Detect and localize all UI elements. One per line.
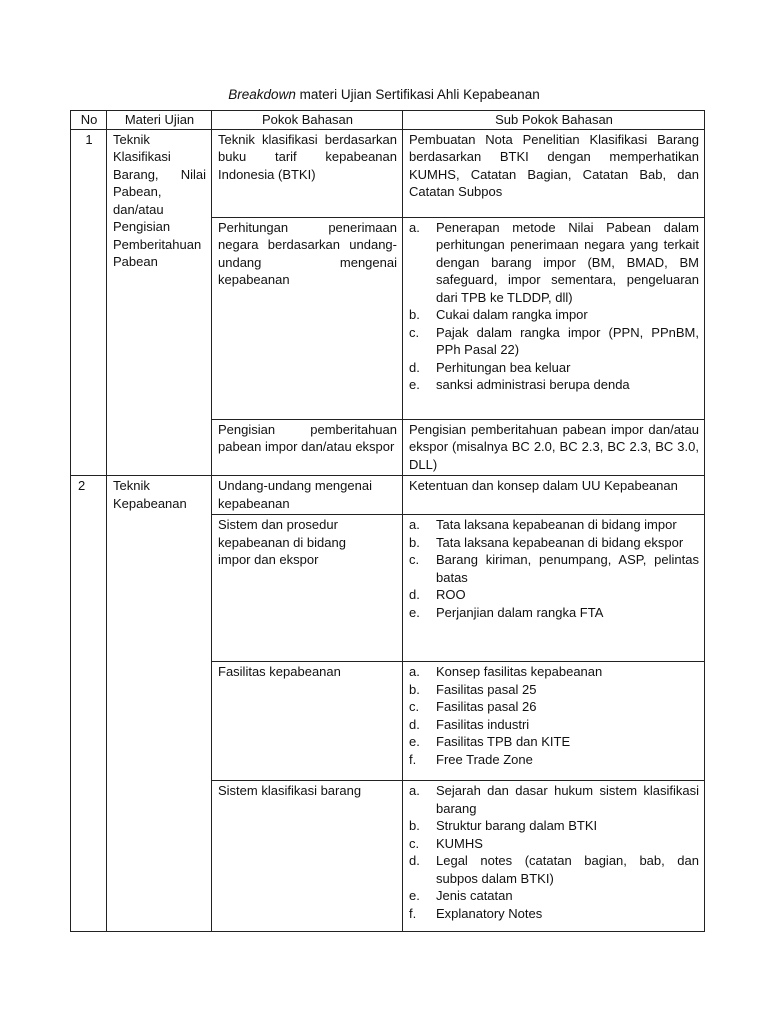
list-marker: b. [409, 534, 420, 550]
list-item [409, 604, 699, 622]
list-item [409, 905, 699, 923]
exam-breakdown-table [70, 110, 705, 932]
list-item [409, 306, 699, 324]
sub-pokok-cell [403, 662, 705, 781]
list-item [409, 782, 699, 817]
list-text: Jenis catatan [436, 888, 513, 903]
list-marker: f. [409, 751, 417, 767]
sub-pokok-list [409, 663, 699, 768]
list-item [409, 663, 699, 681]
list-text: Fasilitas pasal 26 [436, 699, 537, 714]
pokok-cell: Sistem klasifikasi barang [212, 781, 403, 932]
list-item [409, 324, 699, 359]
list-marker: d. [409, 359, 420, 375]
list-marker: a. [409, 219, 420, 235]
list-text: KUMHS [436, 835, 483, 851]
pokok-cell: Perhitungan penerimaan negara berdasarkan undang-undang mengenai kepabeanan [212, 217, 403, 419]
sub-pokok-cell: Pembuatan Nota Penelitian Klasifikasi Barang berdasarkan BTKI dengan memperhatikan KUMHS, Catatan Bagian, Catatan Bab, dan Catatan Subpos [403, 129, 705, 217]
table-row [71, 476, 705, 515]
list-marker: a. [409, 783, 420, 798]
list-item [409, 586, 699, 604]
header-materi: Materi Ujian [107, 111, 212, 130]
sub-pokok-cell: Pengisian pemberitahuan pabean impor dan/atau ekspor (misalnya BC 2.0, BC 2.3, BC 2.3, BC 3.0, DLL) [403, 419, 705, 476]
list-marker: c. [409, 699, 420, 714]
sub-pokok-cell [403, 515, 705, 662]
list-text: Penerapan metode Nilai Pabean dalam perhitungan penerimaan negara yang terkait dengan barang impor (BM, BMAD, BM safeguard, impor sementara, pengeluaran dari TPB ke TLDDP, dll) [436, 219, 699, 305]
sub-pokok-list [409, 782, 699, 922]
list-marker: c. [409, 552, 420, 567]
list-item [409, 681, 699, 699]
list-marker: c. [409, 835, 420, 851]
list-marker: b. [409, 681, 420, 697]
title-rest: materi Ujian Sertifikasi Ahli Kepabeanan [295, 87, 540, 102]
list-marker: c. [409, 324, 420, 340]
document-title [0, 87, 768, 102]
list-item [409, 516, 699, 534]
pokok-cell: Teknik klasifikasi berdasarkan buku tarif kepabeanan Indonesia (BTKI) [212, 129, 403, 217]
materi-cell: Teknik Kepabeanan [107, 476, 212, 932]
list-text: Konsep fasilitas kepabeanan [436, 664, 603, 679]
list-text: Barang kiriman, penumpang, ASP, pelintas batas [436, 552, 699, 585]
table-row [71, 129, 705, 217]
list-item [409, 359, 699, 377]
list-marker: a. [409, 664, 420, 679]
list-text: Sejarah dan dasar hukum sistem klasifikasi barang [436, 783, 699, 816]
sub-pokok-list [409, 516, 699, 621]
pokok-cell: Fasilitas kepabeanan [212, 662, 403, 781]
list-marker: f. [409, 905, 417, 921]
list-item [409, 733, 699, 751]
list-marker: e. [409, 734, 420, 749]
list-marker: b. [409, 307, 420, 322]
list-text: Pajak dalam rangka impor (PPN, PPnBM, PPh Pasal 22) [436, 324, 699, 357]
pokok-cell: Pengisian pemberitahuan pabean impor dan/atau ekspor [212, 419, 403, 476]
sub-pokok-cell [403, 217, 705, 419]
list-marker: a. [409, 517, 420, 532]
list-item [409, 751, 699, 769]
sub-pokok-list [409, 219, 699, 394]
list-text: Tata laksana kepabeanan di bidang impor [436, 517, 677, 532]
row-number: 2 [71, 476, 107, 932]
list-marker: d. [409, 853, 420, 868]
list-text: Explanatory Notes [436, 905, 543, 921]
list-item [409, 376, 699, 394]
header-no: No [71, 111, 107, 130]
row-number: 1 [71, 129, 107, 476]
list-text: Perjanjian dalam rangka FTA [436, 604, 604, 620]
list-text: Perhitungan bea keluar [436, 359, 571, 375]
sub-pokok-cell: Ketentuan dan konsep dalam UU Kepabeanan [403, 476, 705, 515]
list-item [409, 716, 699, 734]
title-italic: Breakdown [228, 87, 296, 102]
list-text: Cukai dalam rangka impor [436, 307, 588, 322]
list-text: Fasilitas industri [436, 716, 530, 732]
header-pokok: Pokok Bahasan [212, 111, 403, 130]
list-item [409, 835, 699, 853]
list-item [409, 219, 699, 307]
list-text: ROO [436, 587, 466, 602]
list-marker: e. [409, 888, 420, 903]
list-item [409, 534, 699, 552]
list-text: Legal notes (catatan bagian, bab, dan subpos dalam BTKI) [436, 853, 699, 886]
list-text: sanksi administrasi berupa denda [436, 377, 630, 392]
list-item [409, 698, 699, 716]
list-marker: e. [409, 377, 420, 392]
table-header-row [71, 111, 705, 130]
sub-pokok-cell [403, 781, 705, 932]
materi-cell: Teknik Klasifikasi Barang, Nilai Pabean, dan/atau Pengisian Pemberitahuan Pabean [107, 129, 212, 476]
pokok-cell: Undang-undang mengenai kepabeanan [212, 476, 403, 515]
list-marker: d. [409, 716, 420, 732]
list-text: Fasilitas pasal 25 [436, 681, 537, 697]
header-sub-pokok: Sub Pokok Bahasan [403, 111, 705, 130]
list-text: Tata laksana kepabeanan di bidang ekspor [436, 534, 684, 550]
list-text: Fasilitas TPB dan KITE [436, 734, 571, 749]
list-marker: e. [409, 604, 420, 620]
list-item [409, 817, 699, 835]
list-item [409, 551, 699, 586]
list-text: Struktur barang dalam BTKI [436, 818, 598, 833]
list-text: Free Trade Zone [436, 751, 533, 767]
list-item [409, 852, 699, 887]
pokok-cell: Sistem dan prosedur kepabeanan di bidang impor dan ekspor [212, 515, 403, 662]
list-item [409, 887, 699, 905]
list-marker: b. [409, 818, 420, 833]
list-marker: d. [409, 587, 420, 602]
